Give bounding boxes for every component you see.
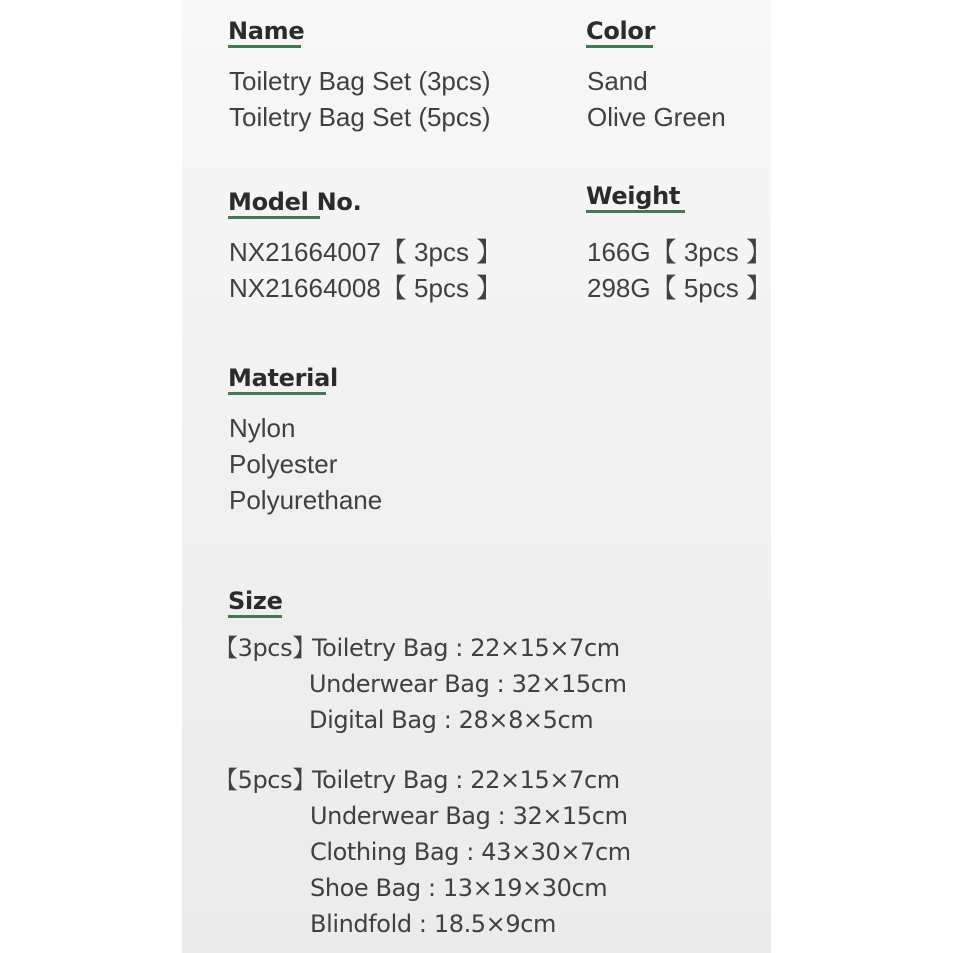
color-value: Olive Green (587, 102, 726, 132)
size-item: Underwear Bag : 32×15cm (309, 670, 627, 698)
size-item: Underwear Bag : 32×15cm (310, 802, 628, 830)
size-item: Digital Bag : 28×8×5cm (309, 706, 594, 734)
material-value: Nylon (229, 413, 296, 443)
size-heading (228, 589, 283, 616)
material-underline (228, 392, 326, 395)
material-value: Polyester (229, 449, 338, 479)
name-value: Toiletry Bag Set (5pcs) (229, 102, 491, 132)
size-item: Toiletry Bag : 22×15×7cm (312, 634, 620, 662)
model-value: NX21664008【 5pcs 】 (229, 273, 503, 303)
size-item: Shoe Bag : 13×19×30cm (310, 874, 608, 902)
model-heading (228, 190, 361, 217)
size-item: Clothing Bag : 43×30×7cm (310, 838, 631, 866)
material-value: Polyurethane (229, 485, 383, 515)
model-underline (228, 216, 320, 219)
color-underline (586, 45, 653, 48)
name-value: Toiletry Bag Set (3pcs) (229, 66, 491, 96)
size-set-5-tag: 【5pcs】 (214, 766, 316, 794)
size-heading-label: Size (228, 587, 283, 615)
weight-heading-label: Weight (586, 182, 681, 210)
model-heading-label: Model No. (228, 188, 362, 216)
size-item: Blindfold : 18.5×9cm (310, 910, 557, 938)
size-underline (228, 615, 282, 618)
size-item: Toiletry Bag : 22×15×7cm (312, 766, 620, 794)
name-underline (228, 45, 301, 48)
material-heading (228, 366, 338, 393)
weight-value: 166G【 3pcs 】 (587, 237, 772, 267)
model-value: NX21664007【 3pcs 】 (229, 237, 503, 267)
weight-heading (586, 184, 680, 211)
name-heading (228, 19, 304, 46)
color-heading (586, 19, 655, 46)
material-heading-label: Material (228, 364, 338, 392)
color-heading-label: Color (586, 17, 656, 45)
weight-value: 298G【 5pcs 】 (587, 273, 772, 303)
size-set-3-tag: 【3pcs】 (214, 634, 316, 662)
color-value: Sand (587, 66, 648, 96)
name-heading-label: Name (228, 17, 305, 45)
weight-underline (586, 210, 685, 213)
